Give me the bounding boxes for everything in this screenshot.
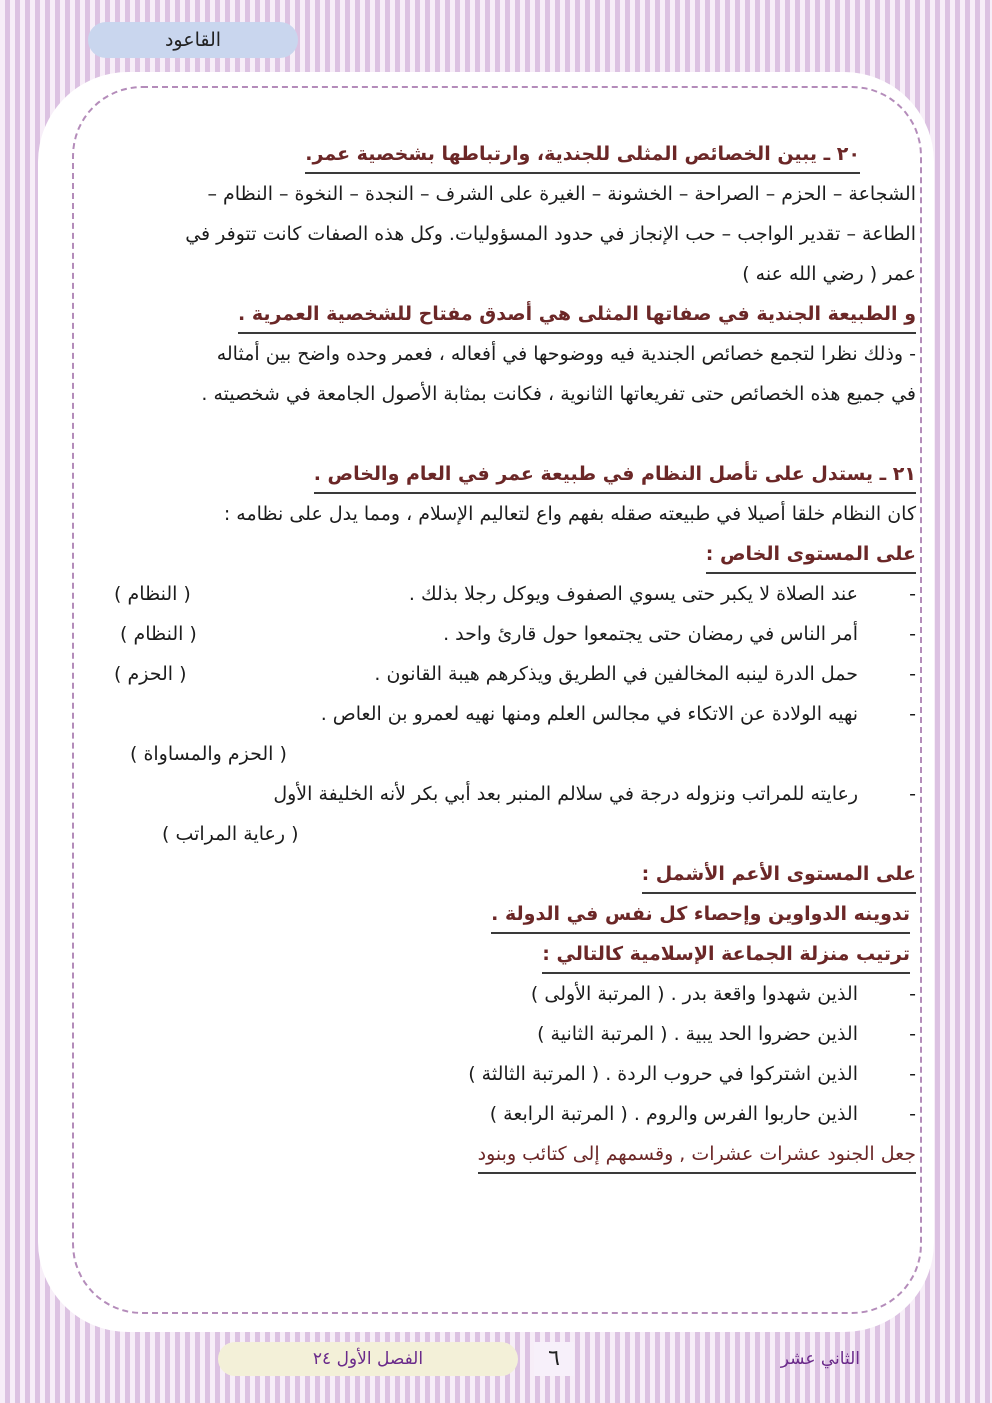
final-line: جعل الجنود عشرات عشرات , وقسمهم إلى كتائب وبنود [478,1136,916,1174]
page-number: ٦ [534,1342,574,1376]
section-20-explain-line-1: - وذلك نظرا لتجمع خصائص الجندية فيه ووضوحها في أفعاله ، فعمر وحده واضح بين أمثاله [216,343,916,365]
list-item [94,574,916,614]
list-dash: - [909,623,916,645]
rank-item [94,1094,916,1134]
section-20-subheading-wrap [94,294,916,334]
section-gap [94,414,916,454]
list-item-text: أمر الناس في رمضان حتى يجتمعوا حول قارئ واحد . [443,623,858,645]
section-21-heading-wrap [94,454,916,494]
public-level-heading-wrap [94,854,916,894]
section-20-heading-wrap [94,134,916,174]
list-dash: - [909,1023,916,1045]
private-level-heading: على المستوى الخاص : [706,536,916,574]
section-20-line-1: الشجاعة – الحزم – الصراحة – الخشونة – الغيرة على الشرف – النجدة – النخوة – النظام – [207,183,916,205]
rank-item [94,1014,916,1054]
section-20-subheading: و الطبيعة الجندية في صفاتها المثلى هي أصدق مفتاح للشخصية العمرية . [238,296,916,334]
list-item-text: عند الصلاة لا يكبر حتى يسوي الصفوف ويوكل رجلا بذلك . [408,583,858,605]
header-tab-label: القاعود [88,22,298,58]
section-20-explain-line-2: في جميع هذه الخصائص حتى تفريعاتها الثانوية ، فكانت بمثابة الأصول الجامعة في شخصيته . [201,383,916,405]
list-dash: - [909,583,916,605]
list-item-text: نهيه الولادة عن الاتكاء في مجالس العلم ومنها نهيه لعمرو بن العاص . [320,703,858,725]
list-item [94,694,916,734]
list-item-text: رعايته للمراتب ونزوله درجة في سلالم المنبر بعد أبي بكر لأنه الخليفة الأول [273,783,858,805]
list-item-tag: ( رعاية المراتب ) [162,823,299,845]
public-sub-heading-1: تدوينه الدواوين وإحصاء كل نفس في الدولة . [491,896,910,934]
section-20-paragraph [94,174,916,294]
rank-item-text: الذين حضروا الحد يبية . ( المرتبة الثانية ) [537,1023,858,1045]
list-item-text: حمل الدرة لينبه المخالفين في الطريق ويذكرهم هيبة القانون . [374,663,858,685]
list-item [94,614,916,654]
section-20-heading: ٢٠ ـ يبين الخصائص المثلى للجندية، وارتباطها بشخصية عمر. [305,136,860,174]
list-item-tag: ( الحزم ) [114,663,187,685]
final-line-wrap [94,1134,916,1174]
section-21-heading: ٢١ ـ يستدل على تأصل النظام في طبيعة عمر في العام والخاص . [314,456,916,494]
section-20-line-3: عمر ( رضي الله عنه ) [742,263,916,285]
public-sub-heading-2: ترتيب منزلة الجماعة الإسلامية كالتالي : [542,936,910,974]
rank-item-text: الذين حاربوا الفرس والروم . ( المرتبة الرابعة ) [489,1103,858,1125]
public-sub-heading-2-wrap [94,934,916,974]
list-item-tag: ( النظام ) [114,583,191,605]
rank-item [94,1054,916,1094]
footer-term: الفصل الأول ٢٤ [218,1342,518,1376]
section-20-explanation [94,334,916,414]
private-level-heading-wrap [94,534,916,574]
section-21-intro: كان النظام خلقا أصيلا في طبيعته صقله بفهم واع لتعاليم الإسلام ، ومما يدل على نظامه : [223,503,916,525]
rank-item [94,974,916,1014]
rank-item-text: الذين شهدوا واقعة بدر . ( المرتبة الأولى ) [530,983,858,1005]
public-sub-heading-1-wrap [94,894,916,934]
list-item-tag: ( النظام ) [120,623,197,645]
document-body [94,134,916,1174]
list-dash: - [909,1103,916,1125]
list-dash: - [909,663,916,685]
list-item-tag: ( الحزم والمساواة ) [130,743,287,765]
list-dash: - [909,983,916,1005]
rank-item-text: الذين اشتركوا في حروب الردة . ( المرتبة الثالثة ) [468,1063,858,1085]
list-item [94,654,916,694]
section-20-line-2: الطاعة – تقدير الواجب – حب الإنجاز في حدود المسؤوليات. وكل هذه الصفات كانت تتوفر في [185,223,916,245]
list-dash: - [909,1063,916,1085]
list-item [94,774,916,814]
footer-grade: الثاني عشر [780,1349,860,1369]
public-level-heading: على المستوى الأعم الأشمل : [642,856,916,894]
list-dash: - [909,783,916,805]
list-dash: - [909,703,916,725]
